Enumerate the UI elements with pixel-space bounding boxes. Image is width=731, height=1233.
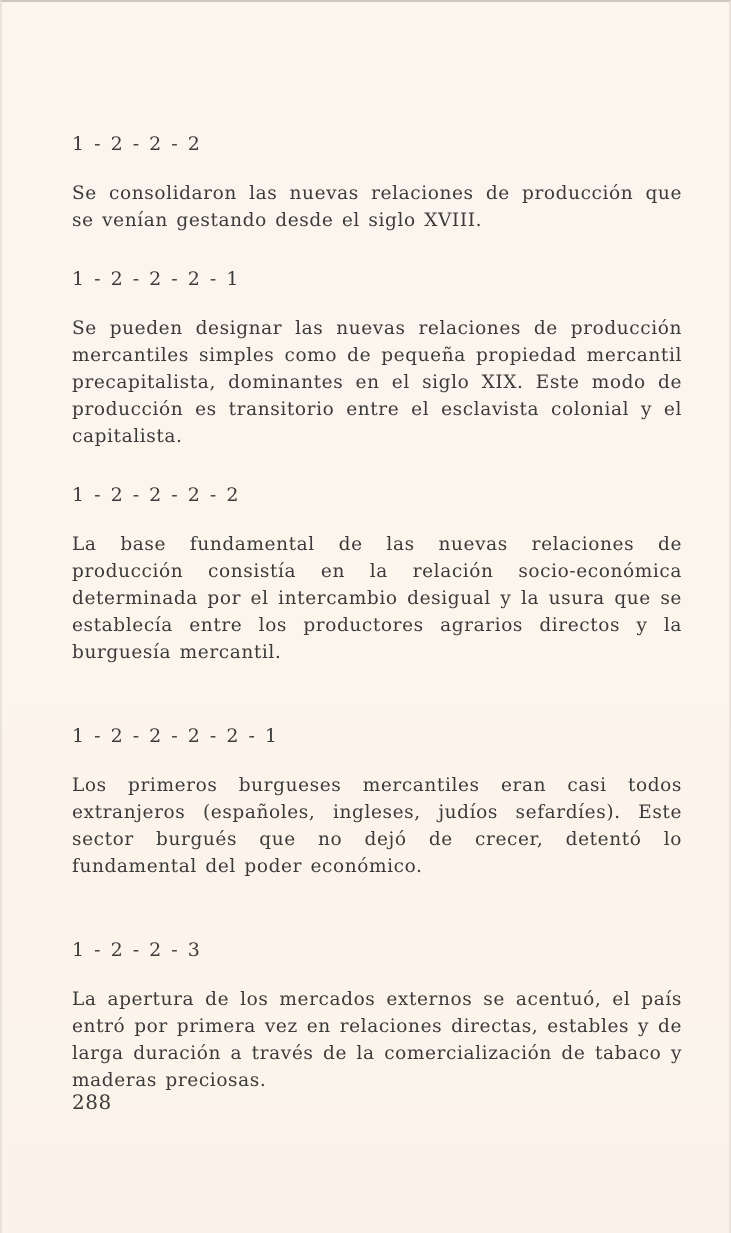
page-content	[72, 130, 682, 1125]
section-number: 1 - 2 - 2 - 2 - 2 - 1	[72, 725, 280, 747]
section-1-2-2-2-2	[72, 481, 682, 666]
section-paragraph: La base fundamental de las nuevas relaciones de producción consistía en la relación socio-económica determinada por el intercambio desigual y la usura que se establecía entre los productores agrarios directos y la burguesía mercantil.	[72, 534, 682, 663]
section-1-2-2-2-2-1	[72, 722, 682, 880]
section-1-2-2-2-1	[72, 265, 682, 450]
section-paragraph: La apertura de los mercados externos se acentuó, el país entró por primera vez en relaciones directas, estables y de larga duración a través de la comercialización de tabaco y maderas preciosas.	[72, 989, 682, 1091]
section-paragraph: Los primeros burgueses mercantiles eran casi todos extranjeros (españoles, ingleses, judíos sefardíes). Este sector burgués que no dejó de crecer, detentó lo fundamental del poder económico.	[72, 775, 682, 877]
section-number: 1 - 2 - 2 - 2 - 2	[72, 484, 241, 506]
section-number: 1 - 2 - 2 - 2	[72, 133, 202, 155]
section-1-2-2-3	[72, 936, 682, 1094]
section-paragraph: Se consolidaron las nuevas relaciones de producción que se venían gestando desde el siglo XVIII.	[72, 183, 682, 231]
section-number: 1 - 2 - 2 - 3	[72, 939, 202, 961]
section-paragraph: Se pueden designar las nuevas relaciones de producción mercantiles simples como de pequeña propiedad mercantil precapitalista, dominantes en el siglo XIX. Este modo de producción es transitorio entre el esclavista colonial y el capitalista.	[72, 318, 682, 447]
section-number: 1 - 2 - 2 - 2 - 1	[72, 268, 241, 290]
page-number: 288	[72, 1090, 112, 1114]
section-1-2-2-2	[72, 130, 682, 234]
